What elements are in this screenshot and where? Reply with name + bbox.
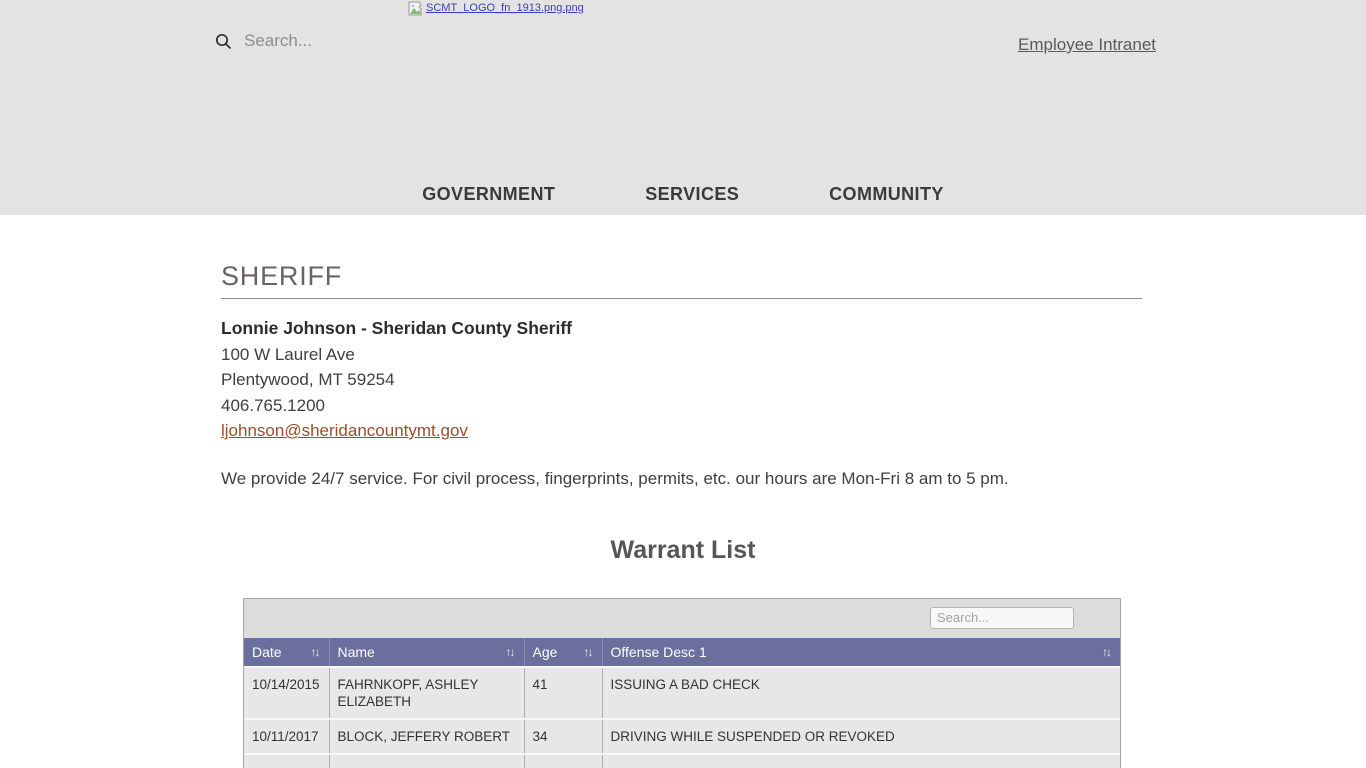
phone-number: 406.765.1200 xyxy=(221,395,325,415)
warrant-table xyxy=(244,638,1120,768)
column-header-name[interactable]: Name ↑↓ xyxy=(329,638,524,667)
sort-icon[interactable]: ↑↓ xyxy=(583,644,592,659)
table-header-row xyxy=(244,638,1120,667)
table-row xyxy=(244,719,1120,754)
cell-age xyxy=(524,754,602,768)
title-divider xyxy=(221,298,1142,299)
broken-image-icon xyxy=(408,1,425,16)
warrant-list-title: Warrant List xyxy=(610,535,756,564)
sort-icon[interactable]: ↑↓ xyxy=(505,644,514,659)
email-link[interactable]: ljohnson@sheridancountymt.gov xyxy=(221,421,468,440)
employee-intranet-link[interactable]: Employee Intranet xyxy=(1018,35,1156,54)
cell-offense xyxy=(602,754,1120,768)
site-header xyxy=(0,0,1366,215)
table-toolbar xyxy=(244,599,1120,638)
nav-item-government[interactable]: GOVERNMENT xyxy=(422,184,556,204)
main-content xyxy=(0,261,1366,768)
cell-name: BLOCK, JEFFERY ROBERT xyxy=(329,719,524,754)
cell-date: 10/11/2017 xyxy=(244,719,329,754)
site-logo-broken-image[interactable] xyxy=(408,1,584,16)
table-row xyxy=(244,667,1120,719)
cell-age: 34 xyxy=(524,719,602,754)
logo-alt-text: SCMT_LOGO_fn_1913.png.png xyxy=(426,2,584,14)
page-title: SHERIFF xyxy=(221,261,343,291)
nav-item-community[interactable]: COMMUNITY xyxy=(829,184,944,204)
cell-offense: DRIVING WHILE SUSPENDED OR REVOKED xyxy=(602,719,1120,754)
search-input[interactable] xyxy=(244,31,544,51)
sort-icon[interactable]: ↑↓ xyxy=(310,644,319,659)
cell-age: 41 xyxy=(524,667,602,719)
column-header-date[interactable]: Date ↑↓ xyxy=(244,638,329,667)
sheriff-name: Lonnie Johnson - Sheridan County Sheriff xyxy=(221,318,572,338)
address-line-2: Plentywood, MT 59254 xyxy=(221,370,395,389)
sort-icon[interactable]: ↑↓ xyxy=(1102,644,1110,659)
search-icon[interactable] xyxy=(215,33,232,50)
address-line-1: 100 W Laurel Ave xyxy=(221,344,355,364)
cell-date: 10/14/2015 xyxy=(244,667,329,719)
column-header-offense[interactable]: Offense Desc 1 ↑↓ xyxy=(602,638,1120,667)
column-header-age[interactable]: Age ↑↓ xyxy=(524,638,602,667)
nav-item-services[interactable]: SERVICES xyxy=(645,184,740,204)
cell-name xyxy=(329,754,524,768)
warrant-table-container xyxy=(243,598,1121,768)
contact-block xyxy=(221,316,1366,444)
cell-name: FAHRNKOPF, ASHLEY ELIZABETH xyxy=(329,667,524,719)
main-nav xyxy=(0,184,1366,205)
table-row-partial xyxy=(244,754,1120,768)
table-search-input[interactable] xyxy=(930,607,1074,629)
service-description: We provide 24/7 service. For civil process, fingerprints, permits, etc. our hours are Mon-Fri 8 am to 5 pm. xyxy=(221,468,1009,488)
site-search xyxy=(215,31,544,51)
cell-offense: ISSUING A BAD CHECK xyxy=(602,667,1120,719)
cell-date xyxy=(244,754,329,768)
